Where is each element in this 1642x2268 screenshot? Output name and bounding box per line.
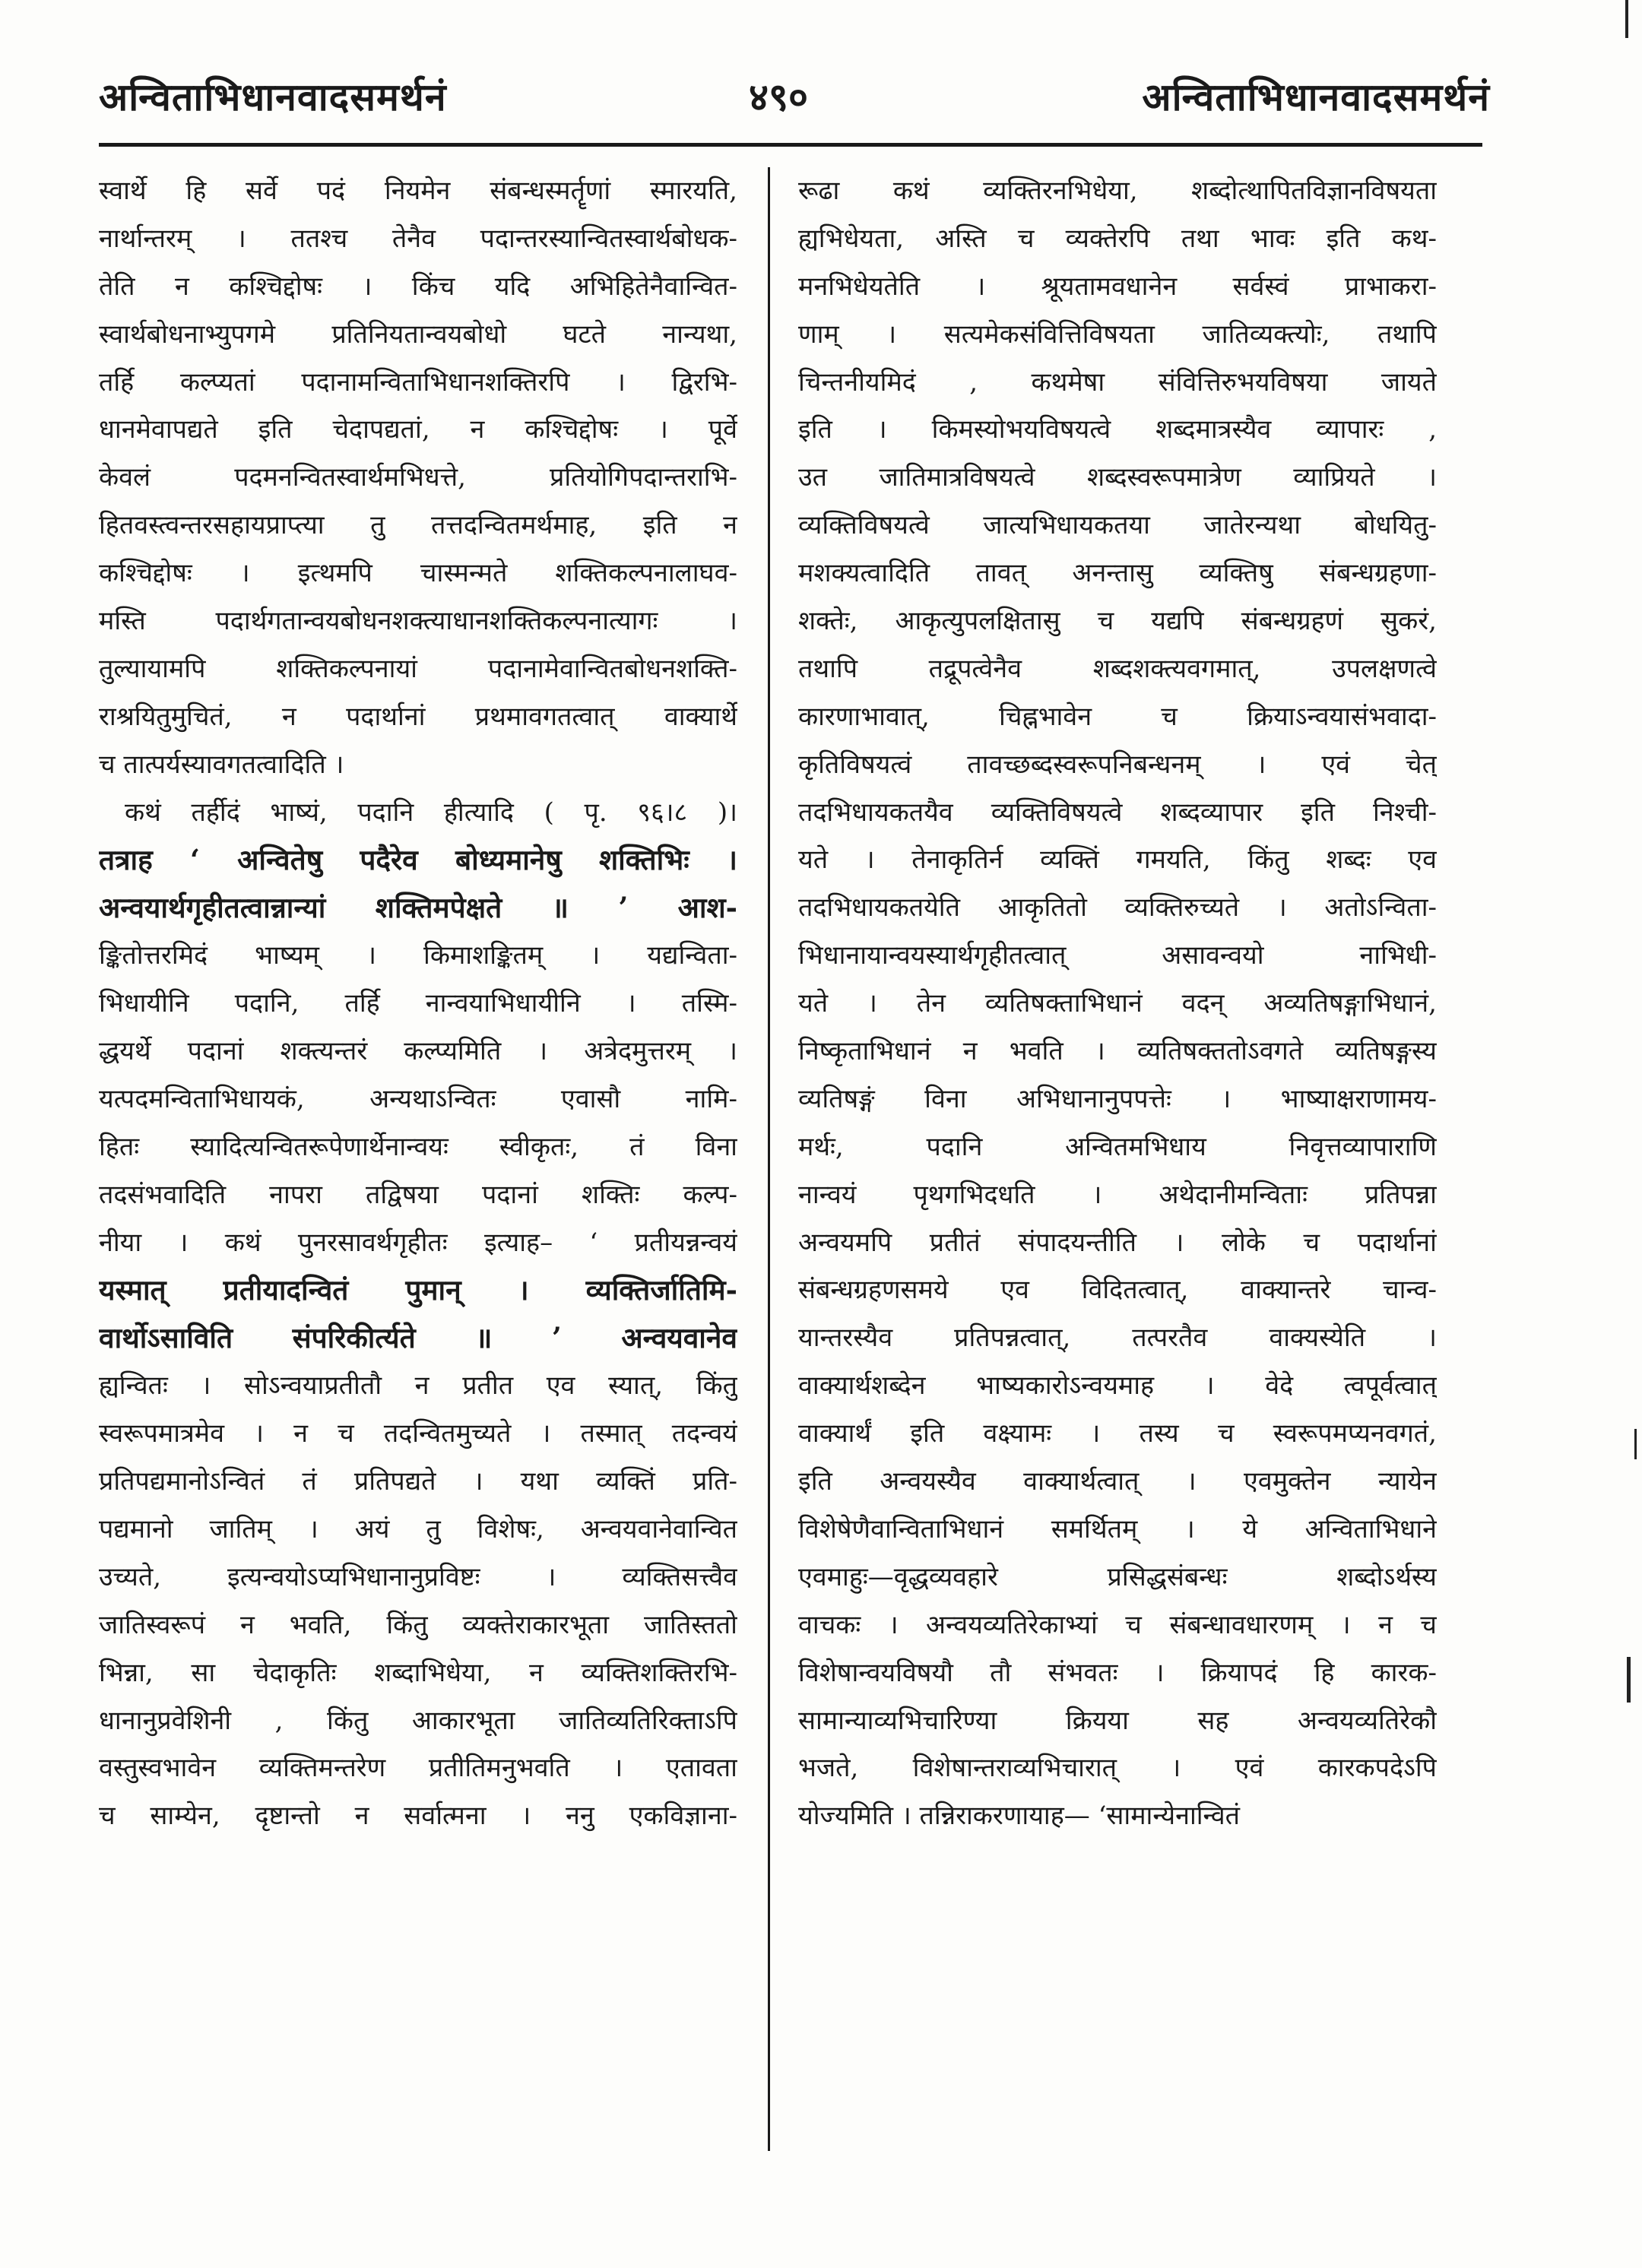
text-line: धानमेवापद्यते इति चेदापद्यतां, न कश्चिद्दोषः । पूर्वे [99,414,737,445]
text-line: मस्ति पदार्थगतान्वयबोधनशक्त्याधानशक्तिकल्पनात्यागः । [99,606,737,637]
text-line: स्वरूपमात्रमेव । न च तदन्वितमुच्यते । तस्मात् तदन्वयं [99,1418,737,1449]
text-line: स्वार्थबोधनाभ्युपगमे प्रतिनियतान्वयबोधो घटते नान्यथा, [99,318,737,350]
text-line: उत जातिमात्रविषयत्वे शब्दस्वरूपमात्रेण व्याप्रियते । [798,462,1437,493]
text-line: पद्यमानो जातिम् । अयं तु विशेषः, अन्वयवानेवान्वित [99,1513,737,1544]
text-line: तदभिधायकतयैव व्यक्तिविषयत्वे शब्दव्यापार इति निश्ची- [798,797,1437,828]
text-line: हितः स्यादित्यन्वितरूपेणार्थेनान्वयः स्वीकृतः, तं विना [99,1131,737,1162]
running-head-right: अन्विताभिधानवादसमर्थनं [1142,75,1490,119]
text-line: कृतिविषयत्वं तावच्छब्दस्वरूपनिबन्धनम् । एवं चेत् [798,749,1437,780]
text-line: तदभिधायकतयेति आकृतितो व्यक्तिरुच्यते । अतोऽन्विता- [798,892,1437,923]
edge-mark [1627,1657,1631,1703]
text-line: यस्मात् प्रतीयादन्वितं पुमान् । व्यक्तिर्जातिमि- [99,1273,737,1307]
text-line: चिन्तनीयमिदं , कथमेषा संवित्तिरुभयविषया जायते [798,366,1437,398]
text-line: भिधायीनि पदानि, तर्हि नान्वयाभिधायीनि । तस्मि- [99,988,737,1019]
text-line: भिन्ना, सा चेदाकृतिः शब्दाभिधेया, न व्यक्तिशक्तिरभि- [99,1657,737,1688]
text-line: तथापि तद्रूपत्वेनैव शब्दशक्त्यवगमात्, उपलक्षणत्वे [798,653,1437,684]
text-line: वार्थोऽसाविति संपरिकीर्त्यते ॥ ’ अन्वयवानेव [99,1321,737,1355]
text-line: स्वार्थे हि सर्वे पदं नियमेन संबन्धस्मर्तॄणां स्मारयति, [99,176,737,206]
text-line: हितवस्त्वन्तरसहायप्राप्त्या तु तत्तदन्वितमर्थमाह, इति न [99,510,737,541]
text-line: कथं तर्हीदं भाष्यं, पदानि हीत्यादि ( पृ. ९६।८ )। [125,797,737,828]
text-line: नार्थान्तरम् । ततश्च तेनैव पदान्तरस्यान्वितस्वार्थबोधक- [99,223,737,254]
text-line: निष्कृताभिधानं न भवति । व्यतिषक्ततोऽवगते व्यतिषङ्गस्य [798,1036,1437,1067]
text-line: वाक्यार्थशब्देन भाष्यकारोऽन्वयमाह । वेदे त्वपूर्वत्वात् [798,1370,1437,1402]
text-line: भिधानायान्वयस्यार्थगृहीतत्वात् असावन्वयो नाभिधी- [798,940,1437,971]
text-line: तुल्यायामपि शक्तिकल्पनायां पदानामेवान्वितबोधनशक्ति- [99,653,737,684]
text-line: व्यतिषङ्गं विना अभिधानानुपपत्तेः । भाष्याक्षराणामय- [798,1083,1437,1114]
text-line: केवलं पदमनन्वितस्वार्थमभिधत्ते, प्रतियोगिपदान्तराभि- [99,462,737,493]
text-line: तर्हि कल्प्यतां पदानामन्विताभिधानशक्तिरपि । द्विरभि- [99,366,737,398]
text-line: राश्रयितुमुचितं, न पदार्थानां प्रथमावगतत्वात् वाक्यार्थे [99,701,737,732]
text-line: व्यक्तिविषयत्वे जात्यभिधायकतया जातेरन्यथा बोधयितु- [798,510,1437,541]
text-line: विशेषान्वयविषयौ तौ संभवतः । क्रियापदं हि कारक- [798,1657,1437,1688]
text-line: भजते, विशेषान्तराव्यभिचारात् । एवं कारकपदेऽपि [798,1753,1437,1784]
header-rule [99,143,1482,147]
text-line: जातिस्वरूपं न भवति, किंतु व्यक्तेराकारभूता जातिस्ततो [99,1609,737,1640]
edge-mark [1634,1429,1637,1459]
text-line: च साम्येन, दृष्टान्तो न सर्वात्मना । ननु एकविज्ञाना- [99,1801,737,1832]
text-line: प्रतिपद्यमानोऽन्वितं तं प्रतिपद्यते । यथा व्यक्तिं प्रति- [99,1466,737,1497]
text-line: ङ्कितोत्तरमिदं भाष्यम् । किमाशङ्कितम् । यद्यन्विता- [99,940,737,971]
text-line: सामान्याव्यभिचारिण्या क्रियया सह अन्वयव्यतिरेकौ [798,1705,1437,1736]
text-line: वाचकः । अन्वयव्यतिरेकाभ्यां च संबन्धावधारणम् । न च [798,1609,1437,1640]
page-number: ४९० [749,75,808,119]
text-line: णाम् । सत्यमेकसंवित्तिविषयता जातिव्यक्त्योः, तथापि [798,318,1437,350]
text-line: विशेषेणैवान्विताभिधानं समर्थितम् । ये अन्विताभिधाने [798,1513,1437,1544]
text-line: द्धयर्थे पदानां शक्त्यन्तरं कल्प्यमिति । अत्रेदमुत्तरम् । [99,1036,737,1067]
text-line: नीया । कथं पुनरसावर्थगृहीतः इत्याह– ‘ प्रतीयन्नन्वयं [99,1227,737,1258]
text-line: वाक्यार्थं इति वक्ष्यामः । तस्य च स्वरूपमप्यनवगतं, [798,1418,1437,1449]
text-line: मनभिधेयतेति । श्रूयतामवधानेन सर्वस्वं प्राभाकरा- [798,271,1437,302]
text-line: नान्वयं पृथगभिदधति । अथेदानीमन्विताः प्रतिपन्ना [798,1179,1437,1210]
text-line: तेति न कश्चिद्दोषः । किंच यदि अभिहितेनैवान्वित- [99,271,737,302]
text-line: अन्वयार्थगृहीतत्वान्नान्यां शक्तिमपेक्षते ॥ ’ आश- [99,891,737,925]
text-line: ह्यन्वितः । सोऽन्वयाप्रतीतौ न प्रतीत एव स्यात्, किंतु [99,1370,737,1402]
text-line: कश्चिद्दोषः । इत्थमपि चास्मन्मते शक्तिकल्पनालाघव- [99,558,737,589]
text-line: यते । तेन व्यतिषक्ताभिधानं वदन् अव्यतिषङ्गाभिधानं, [798,988,1437,1019]
running-head-left: अन्विताभिधानवादसमर्थनं [99,75,447,119]
text-line: मर्थः, पदानि अन्वितमभिधाय निवृत्तव्यापाराणि [798,1131,1437,1162]
text-line: च तात्पर्यस्यावगतत्वादिति । [99,749,344,780]
text-line: यान्तरस्यैव प्रतिपन्नत्वात्, तत्परतैव वाक्यस्येति । [798,1322,1437,1354]
text-line: अन्वयमपि प्रतीतं संपादयन्तीति । लोके च पदार्थानां [798,1227,1437,1258]
text-line: शक्तेः, आकृत्युपलक्षितासु च यद्यपि संबन्धग्रहणं सुकरं, [798,606,1437,637]
text-line: धानानुप्रवेशिनी , किंतु आकारभूता जातिव्यतिरिक्ताऽपि [99,1705,737,1736]
text-line: संबन्धग्रहणसमये एव विदितत्वात्, वाक्यान्तरे चान्व- [798,1275,1437,1306]
text-line: इति । किमस्योभयविषयत्वे शब्दमात्रस्यैव व्यापारः , [798,414,1437,445]
text-line: इति अन्वयस्यैव वाक्यार्थत्वात् । एवमुक्तेन न्यायेन [798,1466,1437,1497]
text-line: एवमाहुः—वृद्धव्यवहारे प्रसिद्धसंबन्धः शब्दोऽर्थस्य [798,1561,1437,1592]
right-column [798,167,1437,2174]
text-line: वस्तुस्वभावेन व्यक्तिमन्तरेण प्रतीतिमनुभवति । एतावता [99,1753,737,1784]
edge-mark [1625,0,1628,38]
text-line: यते । तेनाकृतिर्न व्यक्तिं गमयति, किंतु शब्दः एव [798,844,1437,876]
column-divider [768,167,770,2151]
left-column [99,167,737,2174]
text-line: कारणाभावात्, चिह्नभावेन च क्रियाऽन्वयासंभवादा- [798,701,1437,732]
text-line: यत्पदमन्विताभिधायकं, अन्यथाऽन्वितः एवासौ नामि- [99,1083,737,1114]
text-line: रूढा कथं व्यक्तिरनभिधेया, शब्दोत्थापितविज्ञानविषयता [798,176,1437,206]
text-line: ह्यभिधेयता, अस्ति च व्यक्तेरपि तथा भावः इति कथ- [798,223,1437,254]
text-line: तत्राह ‘ अन्वितेषु पदैरेव बोध्यमानेषु शक्तिभिः । [99,843,737,877]
text-line: तदसंभवादिति नापरा तद्विषया पदानां शक्तिः कल्प- [99,1179,737,1210]
text-line: मशक्यत्वादिति तावत् अनन्तासु व्यक्तिषु संबन्धग्रहणा- [798,558,1437,589]
text-line: योज्यमिति । तन्निराकरणायाह— ‘सामान्येनान्वितं [798,1801,1241,1832]
text-line: उच्यते, इत्यन्वयोऽप्यभिधानानुप्रविष्टः । व्यक्तिसत्त्वैव [99,1561,737,1592]
